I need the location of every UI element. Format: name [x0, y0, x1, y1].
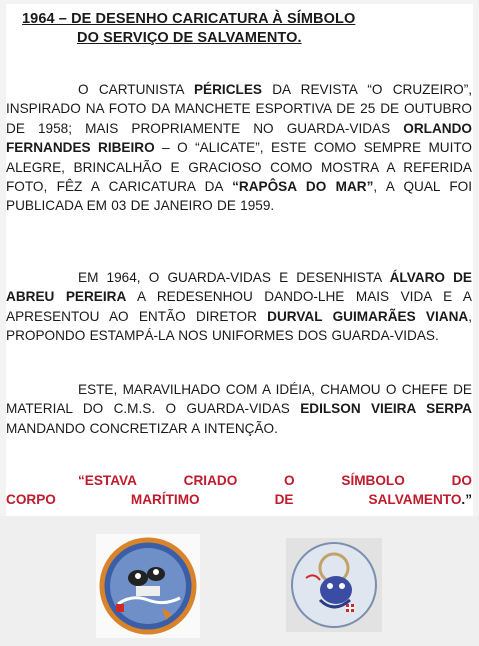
- quote-line-1: [6, 471, 472, 490]
- p1-bold-pericles: PÉRICLES: [193, 82, 262, 97]
- p1-text-3: – O “ALICATE”, ESTE COMO SEMPRE MUITO ALEGRE, BRINCALHÃO E GRACIOSO COMO MOSTRA A REFERIDA FOTO, FÊZ A CARICATURA DA: [6, 140, 472, 195]
- p2-text-1: EM 1964, O GUARDA-VIDAS E DESENHISTA: [78, 270, 390, 285]
- quote-word: SALVAMENTO: [368, 492, 462, 508]
- p3-text-2: MANDANDO CONCRETIZAR A INTENÇÃO.: [6, 420, 278, 436]
- quote-word: DO: [451, 473, 472, 488]
- caricature-badge-image: [96, 534, 200, 638]
- quote-word: O: [284, 473, 295, 488]
- image-strip: [0, 516, 479, 646]
- p3-text-1: ESTE, MARAVILHADO COM A IDÉIA, CHAMOU O CHEFE DE MATERIAL DO C.M.S. O GUARDA-VIDAS: [6, 382, 472, 417]
- p1-text-4: , A QUAL FOI PUBLICADA EM 03 DE JANEIRO DE 1959.: [6, 179, 472, 214]
- paragraph-1: [6, 80, 472, 216]
- title-line-1: 1964 – DE DESENHO CARICATURA À SÍMBOLO: [22, 11, 356, 27]
- quote-word: CRIADO: [183, 473, 238, 488]
- p1-text-2: DA REVISTA “O CRUZEIRO”, INSPIRADO NA FOTO DA MANCHETE ESPORTIVA DE 25 DE OUTUBRO DE 1958; MAIS PROPRIAMENTE NO GUARDA-VIDAS: [6, 82, 472, 136]
- paragraph-2: [6, 268, 472, 346]
- p2-bold-alvaro: ÁLVARO DE ABREU PEREIRA: [6, 270, 472, 305]
- p2-bold-durval: DURVAL GUIMARÃES VIANA: [267, 308, 469, 324]
- p3-bold-edilson: EDILSON VIEIRA SERPA: [300, 401, 472, 417]
- p1-bold-raposa: “RAPÔSA DO MAR”: [232, 179, 374, 195]
- quote-word: DE: [274, 492, 294, 508]
- quote-line-2: [6, 490, 472, 509]
- p2-text-3: , PROPONDO ESTAMPÁ-LA NOS UNIFORMES DOS GUARDA-VIDAS.: [6, 308, 473, 344]
- closing-quote: [6, 471, 472, 510]
- paragraph-3: [6, 380, 472, 438]
- quote-word: SÍMBOLO: [341, 473, 405, 488]
- p1-bold-orlando: ORLANDO FERNANDES RIBEIRO: [6, 120, 472, 156]
- quote-word: MARÍTIMO: [130, 492, 200, 508]
- title-line-2: DO SERVIÇO DE SALVAMENTO.: [77, 30, 302, 46]
- quote-end-mark: .”: [461, 492, 472, 508]
- symbol-badge-image: [286, 538, 382, 632]
- quote-word: “ESTAVA: [78, 473, 137, 488]
- page-title: [22, 10, 355, 48]
- p1-text-1: O CARTUNISTA: [78, 82, 194, 97]
- p2-text-2: A REDESENHOU DANDO-LHE MAIS VIDA E A APRESENTOU AO ENTÃO DIRETOR: [6, 289, 472, 324]
- quote-word: CORPO: [6, 492, 56, 508]
